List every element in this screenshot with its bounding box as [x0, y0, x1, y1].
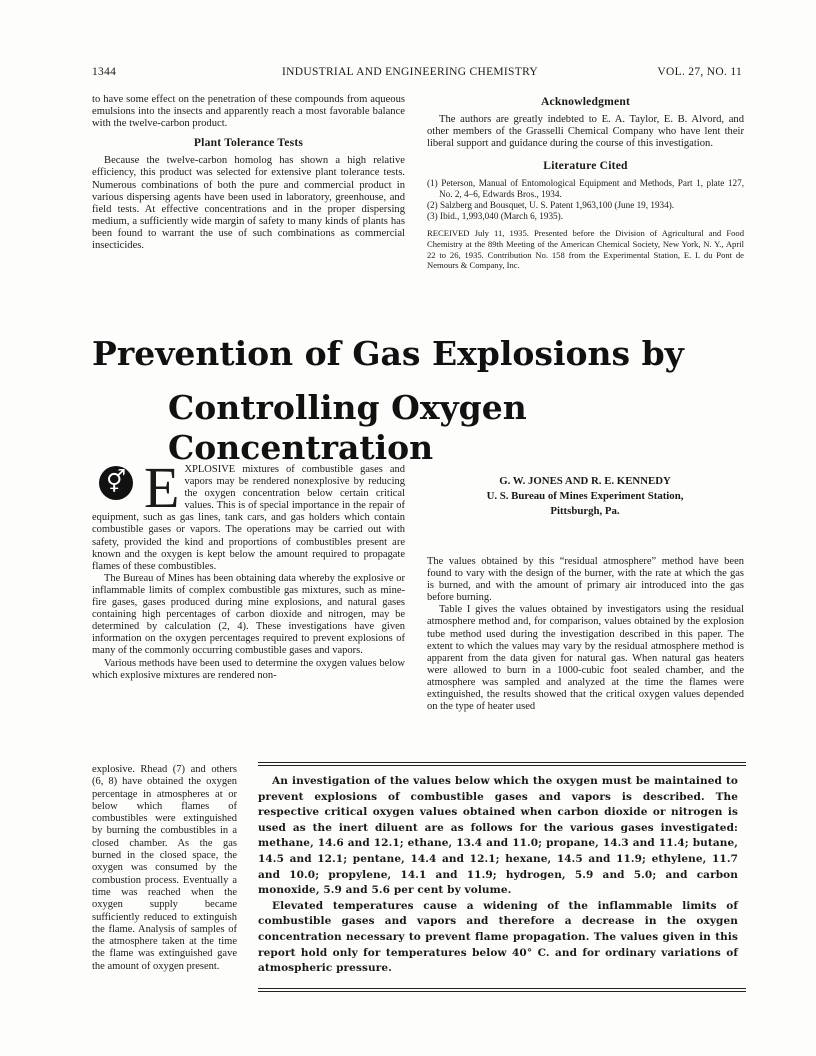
abstract-rule-bottom-2 [258, 991, 746, 992]
top-right-column [427, 94, 744, 271]
article-title-line1: Prevention of Gas Explosions by [92, 334, 684, 373]
plant-tolerance-heading: Plant Tolerance Tests [193, 136, 304, 150]
abstract-rule-bottom [258, 988, 746, 989]
affiliation-city: Pittsburgh, Pa. [550, 505, 620, 517]
intro-paragraph-2: The Bureau of Mines has been obtaining data whereby the explosive or inflammable limits of complex combustible gas mixtures, such as mine-fire gases, gases produced during mine explosions, and natural gases containing high percentages of carbon dioxide and nitrogen, may be determined by calculation (2, 4). These investigations have given information on the oxygen percentages required to prevent explosions of many of the commonly occurring combustible gases and vapors. [92, 572, 405, 657]
literature-heading: Literature Cited [543, 159, 628, 173]
affiliation: U. S. Bureau of Mines Experiment Station, [486, 490, 684, 502]
authors: G. W. JONES AND R. E. KENNEDY [499, 475, 671, 487]
left-article-column [92, 455, 405, 682]
abstract-paragraph-2: Elevated temperatures cause a widening of the inflammable limits of combustible gases and vapors and therefore a decrease in the oxygen concentration necessary to prevent flame propagation. The values given in this report hold only for temperatures below 40° C. and for ordinary variations of atmospheric pressure. [258, 899, 738, 975]
abstract-rule-top [258, 762, 746, 763]
intro-paragraph-3: Various methods have been used to determine the oxygen values below which explosive mixtures are rendered non- [92, 657, 405, 681]
intro-paragraph-1: XPLOSIVE mixtures of combustible gases and vapors may be rendered nonexplosive by reducing the oxygen concentration below certain critical values. This is of special importance in the repair of equipment, such as gas lines, tank cars, and gas holders which contain combustible gases or vapors. The operations may be carried out with safety, provided the kind and proportions of combustibles present are known and the oxygen is kept below the amount required to propagate flames of these combustibles. [92, 464, 405, 572]
right-paragraph-1: The values obtained by this “residual atmosphere” method have been found to vary with the design of the burner, with the rate at which the gas is burned, and with the amount of primary air introduced into the gas before burning. [427, 556, 744, 604]
plant-tolerance-text: Because the twelve-carbon homolog has shown a high relative efficiency, this product was selected for extensive plant tolerance tests. Numerous combinations of both the pure and commercial product in various dispersing agents have been used in laboratory, greenhouse, and field tests. At effective concentrations and in the proper dispersing medium, a sufficiently wide margin of safety to many kinds of plants has been found to warrant the use of such combinations as commercial insecticides. [92, 155, 405, 252]
intro-paragraph-3-cont: explosive. Rhead (7) and others (6, 8) have obtained the oxygen percentage in atmospheres at or below which flames of combustibles were extinguished by burning the combustibles in a closed chamber. As the gas burned in the closed space, the oxygen was consumed by the combustion process. Eventually a time was reached when the oxygen supply became sufficiently reduced to extinguish the flame. Analysis of samples of the atmosphere taken at the time the flame was extinguished gave the amount of oxygen present. [92, 764, 237, 972]
top-left-column [92, 94, 405, 252]
right-paragraph-2: Table I gives the values obtained by investigators using the residual atmosphere method and, for comparison, values obtained by the explosion tube method used during the investigation described in this paper. The extent to which the values may vary by the residual atmosphere method is apparent from the data given for natural gas. When natural gas heaters were allowed to burn in a 1000-cubic foot sealed chamber, and the atmosphere was sampled and analyzed at the time the flames were extinguished, the results showed that the critical oxygen values depended on the type of heater used [427, 604, 744, 713]
reference-item: (3) Ibid., 1,993,040 (March 6, 1935). [427, 211, 564, 222]
reference-item: (1) Peterson, Manual of Entomological Equipment and Methods, Part 1, plate 127, No. 2, 4–6, Edwards Bros., 1934. [427, 178, 744, 200]
article-title-line2: Controlling Oxygen Concentration [168, 388, 527, 467]
continuation-text: to have some effect on the penetration of these compounds from aqueous emulsions into the insects and apparently reach a most favorable balance with the twelve-carbon product. [92, 94, 405, 130]
right-article-column [427, 556, 744, 713]
logo-spacer [92, 464, 144, 502]
acknowledgment-heading: Acknowledgment [540, 95, 631, 108]
page-number: 1344 [92, 66, 117, 78]
abstract-paragraph-1: An investigation of the values below which the oxygen must be maintained to prevent explosions of combustible gases and vapors is described. The respective critical oxygen values obtained when carbon dioxide or nitrogen is used as the inert diluent are as follows for the various gases investigated: methane, 14.6 and 12.1; ethane, 13.4 and 11.0; propane, 14.3 and 11.4; butane, 14.5 and 12.1; pentane, 14.4 and 12.1; hexane, 14.5 and 11.9; ethylene, 11.7 and 10.0; propylene, 14.1 and 11.9; hydrogen, 5.9 and 5.0; and carbon monoxide, 5.9 and 5.6 per cent by volume. [258, 775, 738, 897]
reference-item: (2) Salzberg and Bousquet, U. S. Patent 1,963,100 (June 19, 1934). [427, 200, 675, 211]
byline [430, 474, 740, 519]
journal-title: INDUSTRIAL AND ENGINEERING CHEMISTRY [282, 66, 539, 78]
acknowledgment-text: The authors are greatly indebted to E. A. Taylor, E. B. Alvord, and other members of the Grasselli Chemical Company who have lent their liberal support and guidance during the course of this investigation. [427, 114, 744, 150]
running-head [92, 66, 742, 82]
volume-number: VOL. 27, NO. 11 [657, 66, 742, 78]
society-logo-icon: ⚥ [99, 466, 133, 500]
narrow-column [92, 764, 237, 973]
reference-list [427, 178, 744, 222]
abstract-box [258, 774, 738, 977]
received-note: RECEIVED July 11, 1935. Presented before the Division of Agricultural and Food Chemistry at the 89th Meeting of the American Chemical Society, New York, N. Y., April 22 to 26, 1935. Contribution No. 158 from the Experimental Station, E. I. du Pont de Nemours & Company, Inc. [427, 228, 744, 271]
drop-cap: E [144, 455, 180, 520]
abstract-rule-top-2 [258, 765, 746, 766]
